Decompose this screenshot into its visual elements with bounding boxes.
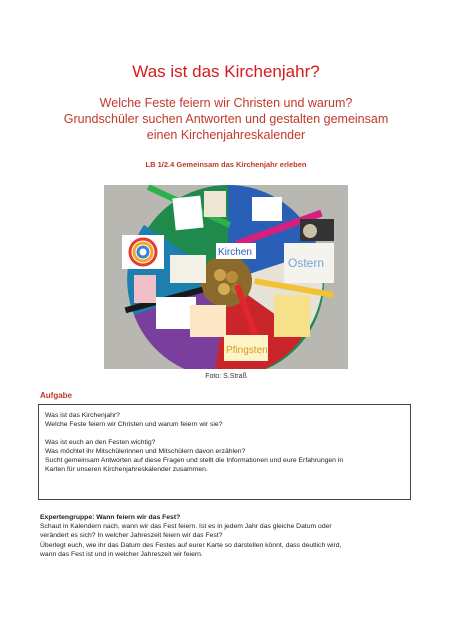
expert-line: Schaut in Kalendern nach, wann wir das Fest feiern. Ist es in jedem Jahr das gleiche Datum oder: [40, 523, 332, 531]
card-label-ostern: Ostern: [288, 256, 325, 270]
task-line: Sucht gemeinsam Antworten auf diese Fragen und stellt die Informationen und eure Erfahrungen in: [45, 457, 344, 464]
photo-illustration: [104, 185, 348, 369]
task-box: [38, 404, 411, 500]
card-label-pfingsten: Pfingsten: [226, 345, 268, 356]
lb-reference: LB 1/2.4 Gemeinsam das Kirchenjahr erleben: [145, 160, 307, 169]
task-line: Was ist das Kirchenjahr?: [45, 412, 120, 419]
task-paragraph: [45, 411, 404, 429]
task-line: Karten für unseren Kirchenjahreskalender zusammen.: [45, 466, 208, 473]
page-title: Was ist das Kirchenjahr?: [132, 62, 320, 81]
church-year-calendar-photo: [104, 185, 348, 369]
subtitle: [20, 95, 432, 143]
task-line: Was möchtet ihr Mitschülerinnen und Mitschülern davon erzählen?: [45, 448, 246, 455]
expertengruppe-section: [40, 513, 420, 559]
photo-credit: Foto: S.Straß: [205, 373, 247, 380]
expert-line: Überlegt euch, wie ihr das Datum des Festes auf eurer Karte so darstellen könnt, dass deutlich wird,: [40, 541, 342, 549]
aufgabe-heading: Aufgabe: [40, 391, 72, 400]
task-line: Was ist euch an den Festen wichtig?: [45, 439, 156, 446]
card-label-kirchen: Kirchen: [218, 247, 252, 258]
expertengruppe-heading: Expertengruppe: Wann feiern wir das Fest?: [40, 514, 181, 521]
subtitle-line: Welche Feste feiern wir Christen und warum?: [99, 96, 353, 110]
task-line: Welche Feste feiern wir Christen und warum feiern wir sie?: [45, 421, 223, 428]
subtitle-line: einen Kirchenjahreskalender: [146, 128, 306, 142]
expert-line: wann das Fest ist und in welcher Jahreszeit wir feiern.: [40, 550, 203, 558]
expert-line: verändert es sich? In welcher Jahreszeit feiern wir das Fest?: [40, 532, 223, 540]
task-paragraph: [45, 438, 404, 474]
subtitle-line: Grundschüler suchen Antworten und gestalten gemeinsam: [63, 112, 389, 126]
